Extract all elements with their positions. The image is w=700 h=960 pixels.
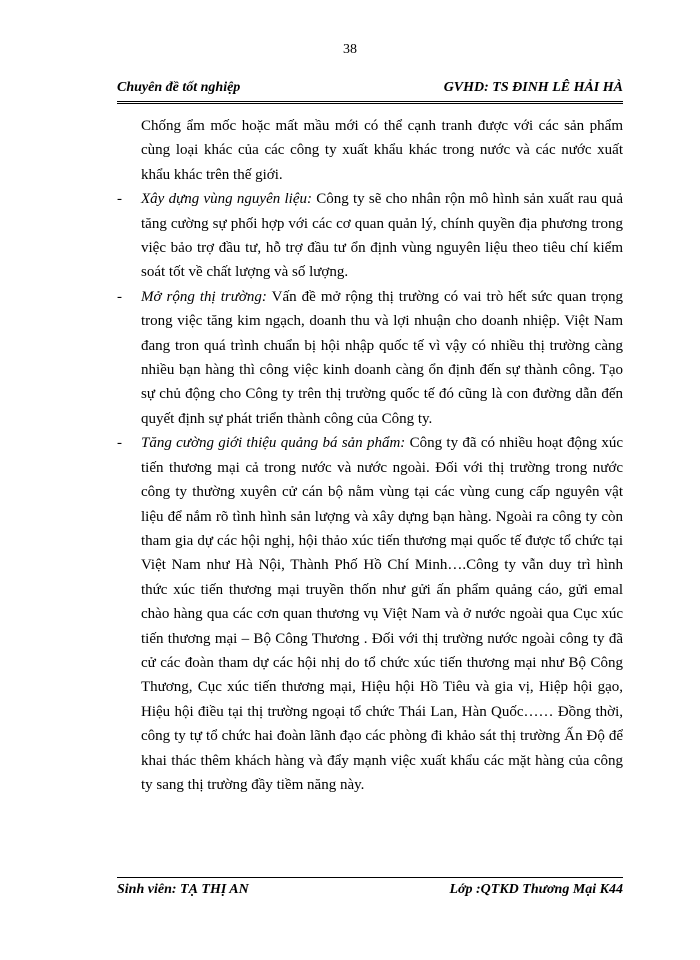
footer-class: Lớp :QTKD Thương Mại K44: [449, 882, 623, 897]
bullet-label: Xây dựng vùng nguyên liệu:: [141, 191, 312, 208]
document-body: [117, 114, 623, 797]
header-supervisor: GVHD: TS ĐINH LÊ HẢI HÀ: [443, 80, 623, 95]
intro-paragraph: Chống ẩm mốc hoặc mất mầu mới có thể cạnh tranh được với các sản phẩm cùng loại khác của các công ty xuất khẩu khác trong nước và các nước xuất khẩu khác trên thế giới.: [141, 118, 623, 183]
header-divider: [117, 101, 623, 104]
bullet-text: Vấn đề mở rộng thị trường có vai trò hết sức quan trọng trong việc tăng kim ngạch, doanh thu và lợi nhuận cho doanh nhiệp. Việt Nam đang tron quá trình chuẩn bị hội nhập quốc tế vì vậy có nhiều thị trường càng nhiều bạn hàng thì công việc kinh doanh càng ổn định đến sự thành công. Tạo sự chủ động cho Công ty trên thị trường quốc tế đó cũng là con đường dẫn đến quyết định sự phát triển thành công của Công ty.: [141, 288, 624, 427]
page-header: [117, 80, 623, 100]
bullet-item-promotion: [117, 431, 623, 797]
header-title: Chuyên đề tốt nghiệp: [117, 80, 241, 95]
bullet-label: Mở rộng thị trường:: [141, 288, 267, 305]
footer-student: Sinh viên: TẠ THỊ AN: [117, 882, 249, 897]
bullet-dash: -: [117, 288, 122, 305]
bullet-dash: -: [117, 435, 122, 452]
bullet-label: Tăng cường giới thiệu quảng bá sản phẩm:: [141, 435, 406, 452]
bullet-dash: -: [117, 191, 122, 208]
page-number: 38: [343, 42, 357, 57]
bullet-item-market-expansion: [117, 285, 623, 431]
bullet-text: Công ty đã có nhiều hoạt động xúc tiến thương mại cả trong nước và nước ngoài. Đối với thị trường trong nước công ty thường xuyên cử cán bộ nằm vùng tại các vùng cung cấp nguyên vật liệu để nắm rõ tình hình sản lượng và xây dựng bạn hàng. Ngoài ra công ty còn tham gia dự các hội nghị, hội thảo xúc tiến thương mại quốc tế được tổ chức tại Việt Nam như Hà Nội, Thành Phố Hồ Chí Minh….Công ty vẫn duy trì hình thức xúc tiến thương mại truyền thốn như gửi ấn phẩm quảng cáo, gửi emal chào hàng qua các cơn quan thương vụ Việt Nam và ở nước ngoài qua Cục xúc tiến thương mại – Bộ Công Thương . Đối với thị trường nước ngoài công ty đã cử các đoàn tham dự các hội nhị do tổ chức xúc tiến thương mại như Bộ Công Thương, Cục xúc tiến thương mại, Hiệu hội Hồ Tiêu và gia vị, Hiệp hội gạo, Hiệu hội điều tại thị trường ngoại tổ chức Thái Lan, Hàn Quốc…… Đồng thời, công ty tự tổ chức hai đoàn lãnh đạo các phòng đi khảo sát thị trường Ấn Độ để khai thác thêm khách hàng và đẩy mạnh việc xuất khẩu các mặt hàng của công ty sang thị trường đầy tiềm năng này.: [141, 435, 624, 793]
page-footer: [117, 882, 623, 902]
footer-divider: [117, 877, 623, 878]
bullet-item-raw-materials: [117, 187, 623, 285]
bullet-text: Công ty sẽ cho nhân rộn mô hình sản xuất rau quả tăng cường sự phối hợp với các cơ quan quản lý, chính quyền địa phương trong việc bảo trợ đầu tư, hỗ trợ đầu tư ổn định vùng nguyên liệu theo tiêu chí kiểm soát tốt về chất lượng và số lượng.: [141, 191, 623, 281]
